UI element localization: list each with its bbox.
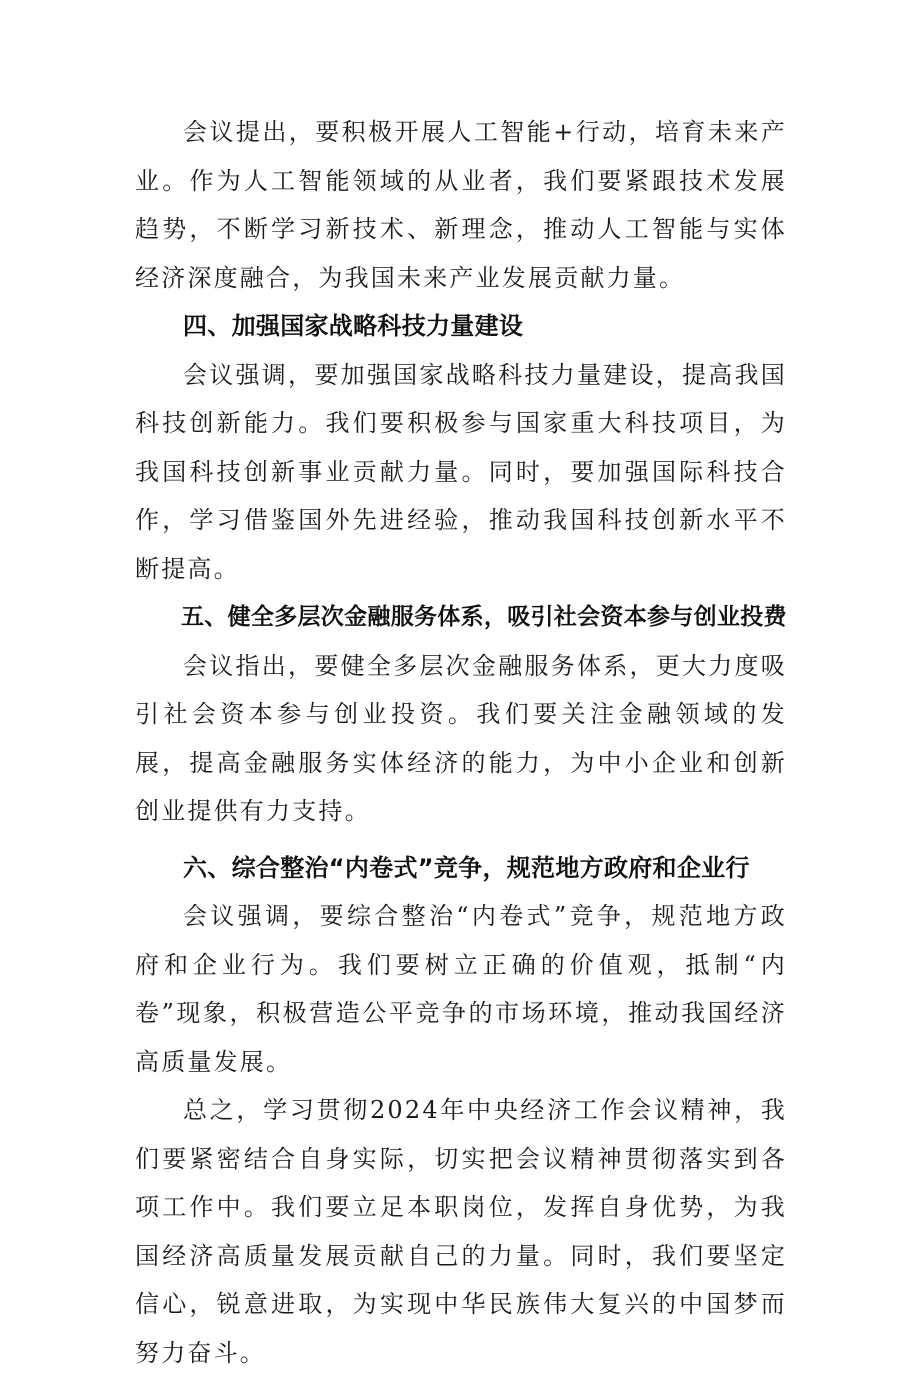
section-heading-6: 六、综合整治“内卷式”竞争，规范地方政府和企业行 <box>183 853 750 882</box>
paragraph-ai-plus-action: 会议提出，要积极开展人工智能+行动，培育未来产业。作为人工智能领域的从业者，我们要紧跟技术发展趋势，不断学习新技术、新理念，推动人工智能与实体经济深度融合，为我国未来产业发展贡献力量。 <box>135 118 787 292</box>
section-heading-4: 四、加强国家战略科技力量建设 <box>183 312 524 340</box>
document-body <box>135 108 787 1377</box>
paragraph-involution-competition: 会议强调，要综合整治“内卷式”竞争，规范地方政府和企业行为。我们要树立正确的价值观，抵制“内卷”现象，积极营造公平竞争的市场环境，推动我国经济高质量发展。 <box>135 902 787 1076</box>
paragraph-strategic-tech: 会议强调，要加强国家战略科技力量建设，提高我国科技创新能力。我们要积极参与国家重大科技项目，为我国科技创新事业贡献力量。同时，要加强国际科技合作，学习借鉴国外先进经验，推动我国科技创新水平不断提高。 <box>135 360 787 583</box>
section-heading-5: 五、健全多层次金融服务体系，吸引社会资本参与创业投费 <box>181 604 787 630</box>
paragraph-financial-services: 会议指出，要健全多层次金融服务体系，更大力度吸引社会资本参与创业投资。我们要关注金融领域的发展，提高金融服务实体经济的能力，为中小企业和创新创业提供有力支持。 <box>135 651 787 825</box>
paragraph-conclusion: 总之，学习贯彻2024年中央经济工作会议精神，我们要紧密结合自身实际，切实把会议精神贯彻落实到各项工作中。我们要立足本职岗位，发挥自身优势，为我国经济高质量发展贡献自己的力量。同时，我们要坚定信心，锐意进取，为实现中华民族伟大复兴的中国梦而努力奋斗。 <box>135 1096 787 1367</box>
